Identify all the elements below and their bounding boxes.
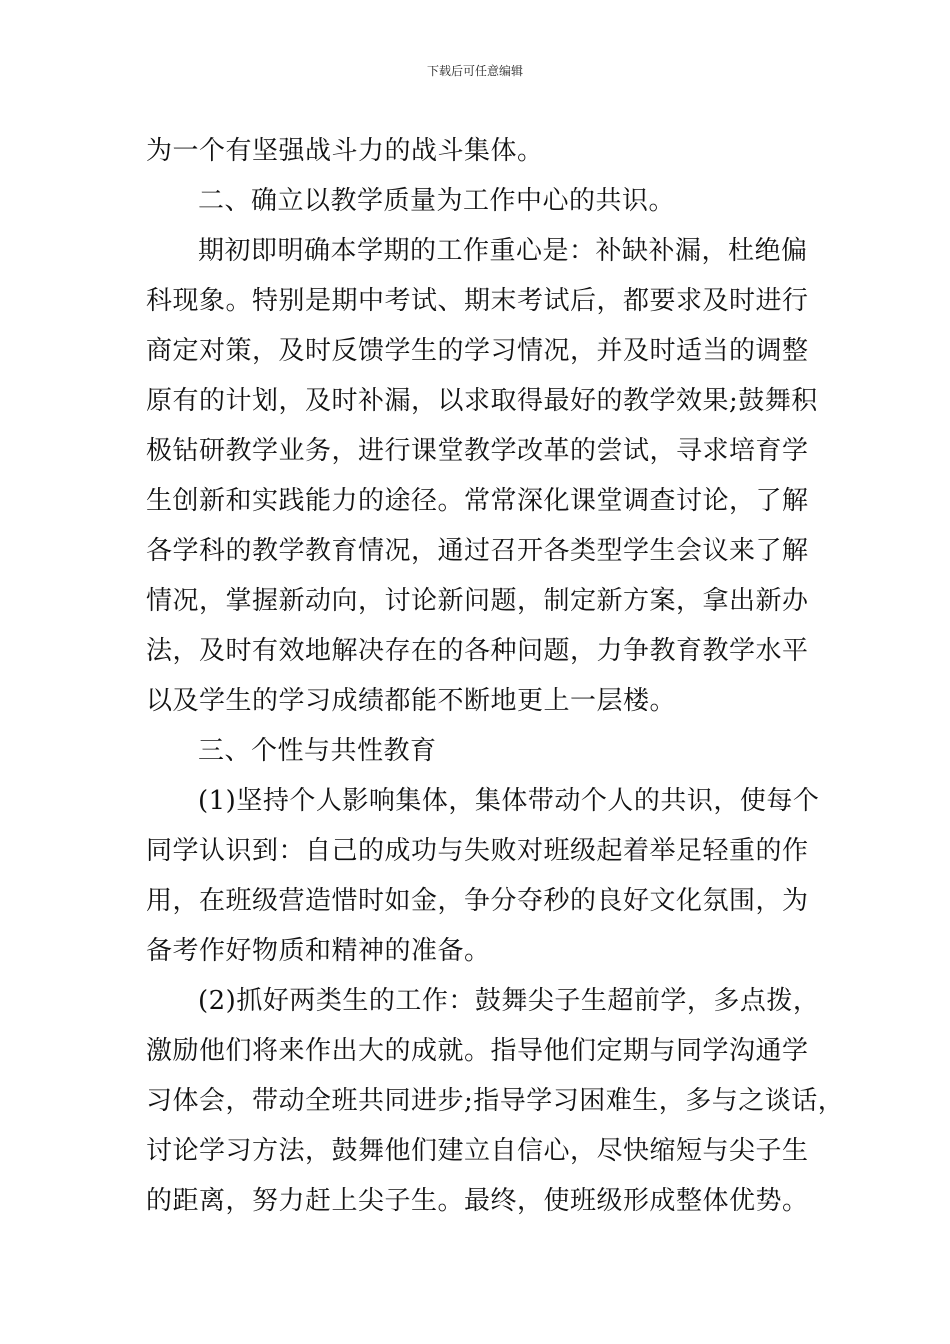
paragraph-line: 期初即明确本学期的工作重心是：补缺补漏，杜绝偏 (198, 236, 808, 266)
paragraph-line: 备考作好物质和精神的准备。 (146, 936, 491, 966)
paragraph-line: 讨论学习方法，鼓舞他们建立自信心，尽快缩短与尖子生 (146, 1136, 809, 1166)
paragraph-line: 以及学生的学习成绩都能不断地更上一层楼。 (146, 686, 677, 716)
paragraph-line: 商定对策，及时反馈学生的学习情况，并及时适当的调整 (146, 336, 809, 366)
paragraph-line: 生创新和实践能力的途径。常常深化课堂调查讨论，了解 (146, 486, 809, 516)
paragraph-line: 激励他们将来作出大的成就。指导他们定期与同学沟通学 (146, 1036, 809, 1066)
page-header: 下载后可任意编辑 (426, 64, 523, 78)
paragraph-line: 科现象。特别是期中考试、期末考试后，都要求及时进行 (146, 286, 809, 316)
section-heading-2: 二、确立以教学质量为工作中心的共识。 (198, 186, 676, 216)
paragraph-line: 的距离，努力赶上尖子生。最终，使班级形成整体优势。 (146, 1186, 809, 1216)
text-line: 为一个有坚强战斗力的战斗集体。 (146, 136, 544, 166)
paragraph-line: 习体会，带动全班共同进步;指导学习困难生，多与之谈话， (146, 1086, 845, 1116)
paragraph-line: 原有的计划，及时补漏，以求取得最好的教学效果;鼓舞积 (146, 386, 818, 416)
paragraph-line: 同学认识到：自己的成功与失败对班级起着举足轻重的作 (146, 836, 809, 866)
paragraph-line: (2)抓好两类生的工作：鼓舞尖子生超前学，多点拨， (198, 986, 820, 1016)
paragraph-line: 用，在班级营造惜时如金，争分夺秒的良好文化氛围，为 (146, 886, 809, 916)
section-heading-3: 三、个性与共性教育 (198, 736, 437, 766)
paragraph-line: 极钻研教学业务，进行课堂教学改革的尝试，寻求培育学 (146, 436, 809, 466)
paragraph-line: 情况，掌握新动向，讨论新问题，制定新方案，拿出新办 (146, 586, 809, 616)
paragraph-line: (1)坚持个人影响集体，集体带动个人的共识，使每个 (198, 786, 820, 816)
body-text (146, 126, 845, 1226)
paragraph-line: 各学科的教学教育情况，通过召开各类型学生会议来了解 (146, 536, 809, 566)
paragraph-line: 法，及时有效地解决存在的各种问题，力争教育教学水平 (146, 636, 809, 666)
